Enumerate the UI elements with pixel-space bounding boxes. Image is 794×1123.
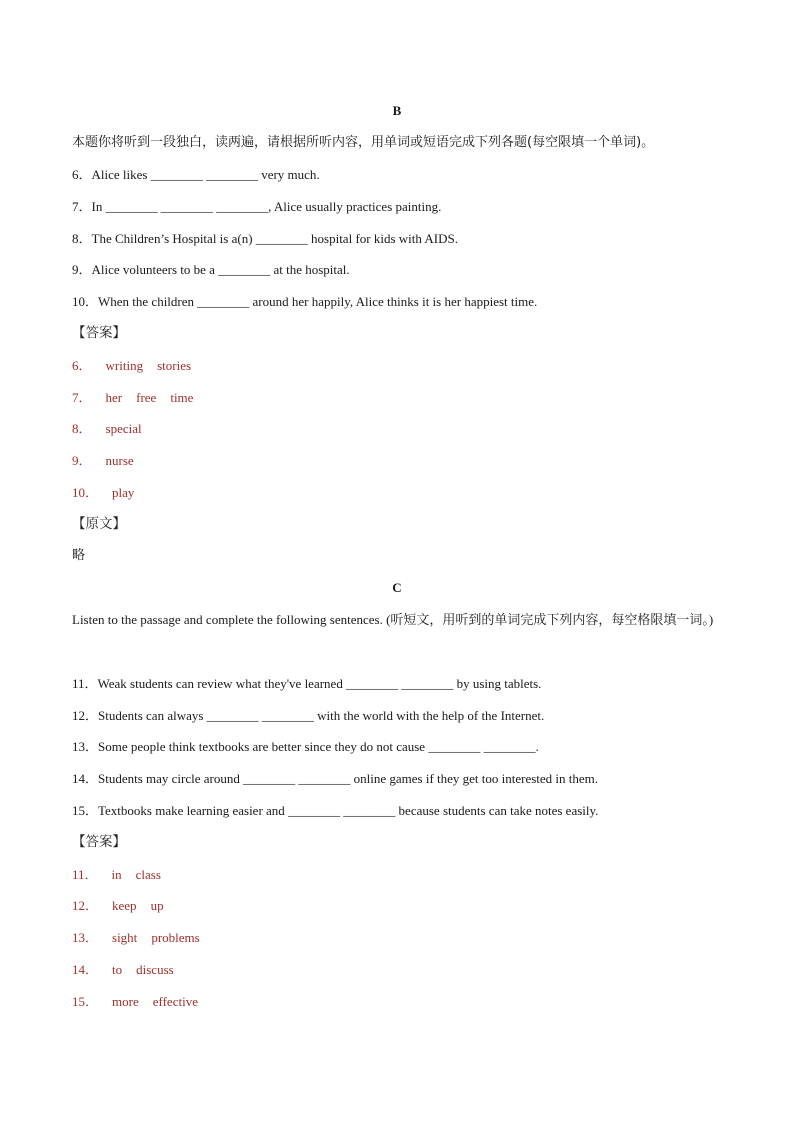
answer-label-c: 【答案】 <box>72 834 126 850</box>
answer-number: 15． <box>72 994 99 1009</box>
answer-number: 10． <box>72 485 99 500</box>
question-12: 12．Students can always ________ ________ with the world with the help of the Internet. <box>72 708 545 723</box>
answer-number: 11． <box>72 867 98 882</box>
answer-number: 13． <box>72 930 99 945</box>
question-9: 9．Alice volunteers to be a ________ at the hospital. <box>72 262 350 277</box>
answer-7 <box>72 390 734 406</box>
answer-word: sight <box>112 930 138 945</box>
answer-number: 6． <box>72 358 92 373</box>
question-6: 6．Alice likes ________ ________ very much. <box>72 167 320 182</box>
answer-label-b: 【答案】 <box>72 325 126 341</box>
section-c-instruction: Listen to the passage and complete the following sentences. (听短文，用听到的单词完成下列内容，每空格限填一词。) <box>72 612 714 627</box>
question-15: 15．Textbooks make learning easier and ________ ________ because students can take notes easily. <box>72 803 599 818</box>
answer-word: special <box>105 421 142 436</box>
answer-word: nurse <box>105 453 134 468</box>
question-14: 14．Students may circle around ________ ________ online games if they get too interested in them. <box>72 771 599 786</box>
answer-word: in <box>111 867 122 882</box>
answer-word: free <box>136 390 157 405</box>
answer-number: 9． <box>72 453 92 468</box>
question-13: 13．Some people think textbooks are better since they do not cause ________ ________. <box>72 739 539 754</box>
answer-14 <box>72 962 734 978</box>
question-7: 7．In ________ ________ ________, Alice usually practices painting. <box>72 199 442 214</box>
answer-word: class <box>135 867 161 882</box>
answer-15 <box>72 994 734 1010</box>
answer-word: to <box>112 962 123 977</box>
answer-word: discuss <box>136 962 174 977</box>
answer-number: 12． <box>72 898 99 913</box>
section-b-instruction: 本题你将听到一段独白，读两遍，请根据所听内容，用单词或短语完成下列各题(每空限填一个单词)。 <box>72 135 655 150</box>
answer-8 <box>72 421 734 437</box>
answer-number: 14． <box>72 962 99 977</box>
original-text-label: 【原文】 <box>72 516 126 532</box>
answer-word: play <box>112 485 135 500</box>
answer-word: problems <box>151 930 200 945</box>
answer-word: more <box>112 994 139 1009</box>
answer-12 <box>72 898 734 914</box>
question-8: 8．The Children’s Hospital is a(n) ________ hospital for kids with AIDS. <box>72 231 459 246</box>
answer-11 <box>72 867 734 883</box>
original-text: 略 <box>72 548 86 563</box>
answer-word: her <box>105 390 123 405</box>
answer-number: 7． <box>72 390 92 405</box>
answer-6 <box>72 358 734 374</box>
answer-word: effective <box>152 994 198 1009</box>
answer-word: keep <box>112 898 137 913</box>
section-c-heading: C <box>392 580 402 595</box>
answer-10 <box>72 485 734 501</box>
section-b-heading: B <box>392 103 402 118</box>
answer-word: writing <box>105 358 144 373</box>
answer-number: 8． <box>72 421 92 436</box>
answer-word: time <box>170 390 194 405</box>
question-11: 11．Weak students can review what they've learned ________ ________ by using tablets. <box>72 676 542 691</box>
answer-9 <box>72 453 734 469</box>
answer-word: stories <box>157 358 192 373</box>
answer-word: up <box>150 898 164 913</box>
question-10: 10．When the children ________ around her happily, Alice thinks it is her happiest time. <box>72 294 538 309</box>
answer-13 <box>72 930 734 946</box>
